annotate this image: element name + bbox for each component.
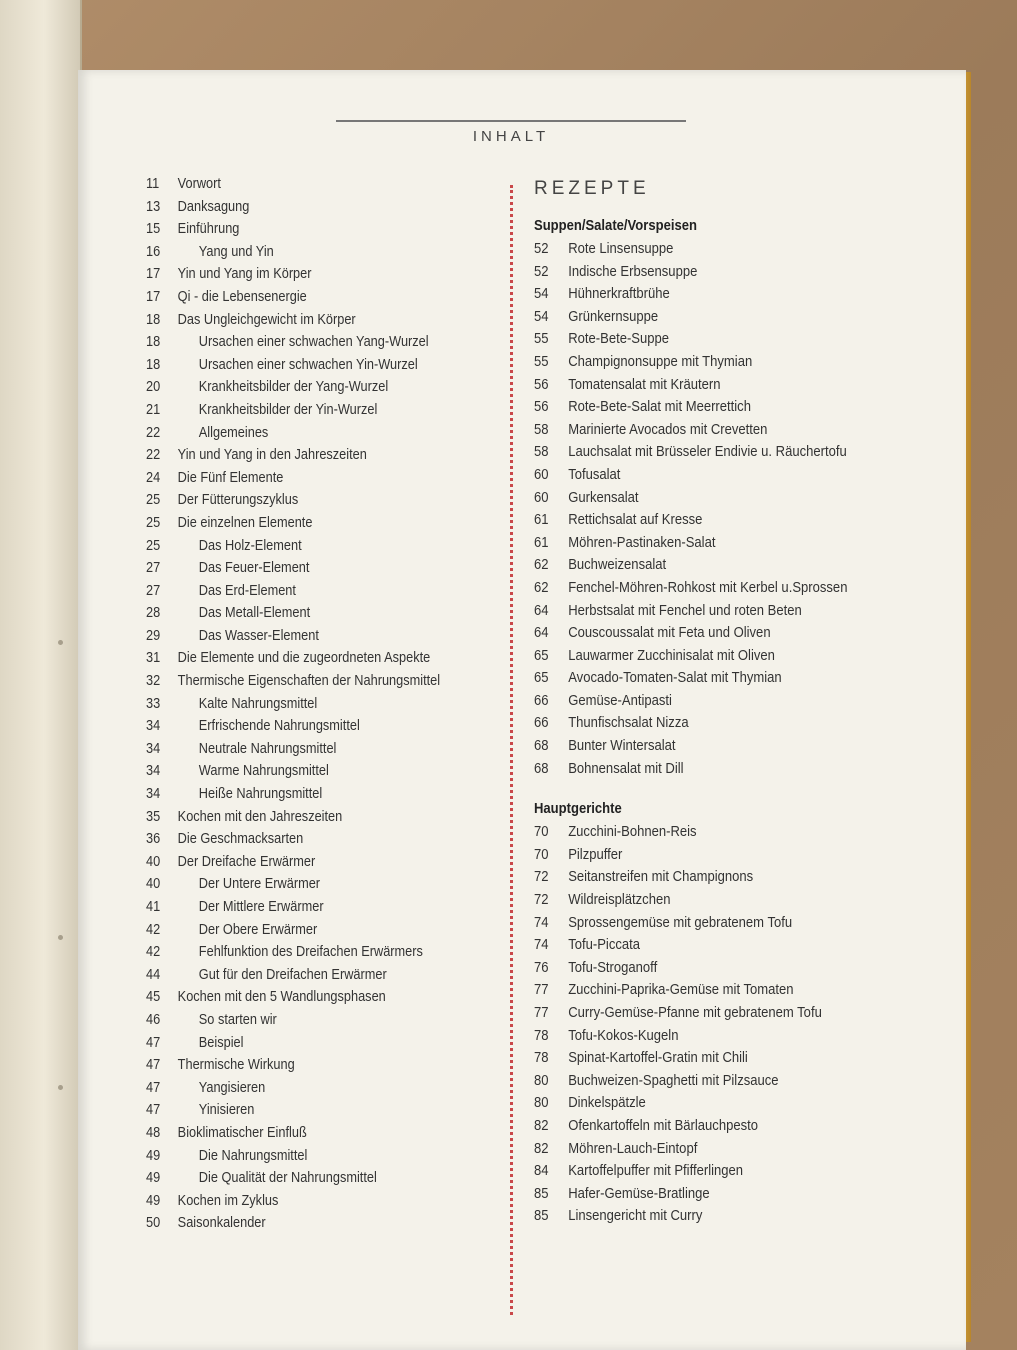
toc-page-number: 34 <box>146 763 161 780</box>
toc-page-number: 29 <box>146 627 161 644</box>
toc-page-number: 17 <box>146 288 161 305</box>
recipe-title: Buchweizensalat <box>568 557 667 574</box>
recipe-entry <box>534 241 912 264</box>
toc-entry-title: Yangisieren <box>198 1079 266 1096</box>
recipe-sections <box>534 218 954 1231</box>
recipe-title: Möhren-Pastinaken-Salat <box>568 534 716 551</box>
toc-entry-title: Kochen im Zyklus <box>177 1192 279 1209</box>
section-gap <box>534 783 954 801</box>
toc-entry <box>146 266 463 289</box>
toc-entry <box>146 1102 463 1125</box>
toc-entry-title: So starten wir <box>198 1011 277 1028</box>
recipe-entry <box>534 1118 912 1141</box>
header-rule <box>336 120 686 122</box>
toc-entry-title: Die Qualität der Nahrungsmittel <box>198 1170 377 1187</box>
toc-entry-title: Kalte Nahrungsmittel <box>198 695 318 712</box>
recipe-page-number: 61 <box>534 512 549 529</box>
recipe-title: Marinierte Avocados mit Crevetten <box>568 421 768 438</box>
toc-entry-title: Bioklimatischer Einfluß <box>177 1124 307 1141</box>
toc-page-number: 49 <box>146 1192 161 1209</box>
toc-entry <box>146 334 463 357</box>
toc-entry <box>146 763 463 786</box>
recipe-title: Hafer-Gemüse-Bratlinge <box>568 1185 710 1202</box>
toc-entry <box>146 786 463 809</box>
toc-page-number: 42 <box>146 921 161 938</box>
toc-page-number: 24 <box>146 469 161 486</box>
toc-entry-title: Krankheitsbilder der Yin-Wurzel <box>198 401 378 418</box>
recipe-page-number: 64 <box>534 625 549 642</box>
recipe-title: Kartoffelpuffer mit Pfifferlingen <box>568 1163 744 1180</box>
toc-entry-title: Qi - die Lebensenergie <box>177 288 307 305</box>
toc-entry <box>146 379 463 402</box>
toc-page-number: 34 <box>146 740 161 757</box>
recipe-entry <box>534 715 912 738</box>
recipe-title: Rote-Bete-Salat mit Meerrettich <box>568 399 751 416</box>
recipe-page-number: 52 <box>534 263 549 280</box>
toc-page-number: 17 <box>146 266 161 283</box>
toc-page-number: 18 <box>146 311 161 328</box>
recipe-page-number: 76 <box>534 959 549 976</box>
toc-entry-title: Yang und Yin <box>198 243 274 260</box>
toc-page-number: 25 <box>146 537 161 554</box>
recipe-page-number: 68 <box>534 738 549 755</box>
toc-page-number: 18 <box>146 356 161 373</box>
recipe-section-heading: Hauptgerichte <box>534 801 622 818</box>
toc-entry-title: Kochen mit den 5 Wandlungsphasen <box>177 989 386 1006</box>
recipe-entry <box>534 1095 912 1118</box>
toc-page-number: 25 <box>146 514 161 531</box>
toc-entry <box>146 854 463 877</box>
recipe-title: Sprossengemüse mit gebratenem Tofu <box>568 914 793 931</box>
recipe-page-number: 65 <box>534 647 549 664</box>
toc-entry <box>146 492 463 515</box>
toc-entry <box>146 176 463 199</box>
toc-entry <box>146 696 463 719</box>
recipe-page-number: 70 <box>534 846 549 863</box>
stain-mark <box>58 935 63 940</box>
recipe-entry <box>534 309 912 332</box>
recipe-title: Rote-Bete-Suppe <box>568 331 670 348</box>
recipe-entry <box>534 625 912 648</box>
toc-entry-title: Yinisieren <box>198 1102 255 1119</box>
toc-entry <box>146 1057 463 1080</box>
toc-entry <box>146 470 463 493</box>
recipe-title: Grünkernsuppe <box>568 308 659 325</box>
recipe-title: Tofu-Kokos-Kugeln <box>568 1027 679 1044</box>
toc-page-number: 25 <box>146 492 161 509</box>
toc-entry-title: Der Untere Erwärmer <box>198 876 321 893</box>
recipe-page-number: 54 <box>534 286 549 303</box>
recipe-entry <box>534 1186 912 1209</box>
toc-page-number: 27 <box>146 560 161 577</box>
toc-entry-title: Das Ungleichgewicht im Körper <box>177 311 356 328</box>
recipe-title: Herbstsalat mit Fenchel und roten Beten <box>568 602 802 619</box>
recipe-entry <box>534 467 912 490</box>
recipe-entry <box>534 422 912 445</box>
toc-page-number: 34 <box>146 718 161 735</box>
recipe-page-number: 60 <box>534 489 549 506</box>
recipe-entry <box>534 331 912 354</box>
recipe-page-number: 55 <box>534 353 549 370</box>
recipe-entry <box>534 738 912 761</box>
recipe-page-number: 61 <box>534 534 549 551</box>
recipe-entry <box>534 1163 912 1186</box>
toc-page-number: 40 <box>146 853 161 870</box>
toc-entry-title: Beispiel <box>198 1034 244 1051</box>
toc-entry <box>146 1125 463 1148</box>
recipe-page-number: 66 <box>534 715 549 732</box>
toc-entry <box>146 831 463 854</box>
page-title: INHALT <box>472 128 550 145</box>
recipe-title: Gemüse-Antipasti <box>568 692 672 709</box>
recipe-entry <box>534 693 912 716</box>
recipe-entry <box>534 960 912 983</box>
toc-entry-title: Die einzelnen Elemente <box>177 514 313 531</box>
toc-entry <box>146 967 463 990</box>
toc-entry <box>146 628 463 651</box>
recipe-title: Gurkensalat <box>568 489 639 506</box>
toc-entry-title: Ursachen einer schwachen Yang-Wurzel <box>198 334 429 351</box>
toc-entry <box>146 899 463 922</box>
toc-entry <box>146 1035 463 1058</box>
toc-entry-title: Thermische Eigenschaften der Nahrungsmittel <box>177 673 441 690</box>
recipe-entry <box>534 354 912 377</box>
recipe-title: Pilzpuffer <box>568 846 623 863</box>
toc-entry <box>146 989 463 1012</box>
recipe-title: Zucchini-Paprika-Gemüse mit Tomaten <box>568 982 794 999</box>
toc-page-number: 47 <box>146 1079 161 1096</box>
toc-entry <box>146 718 463 741</box>
toc-entry <box>146 876 463 899</box>
recipe-page-number: 65 <box>534 670 549 687</box>
recipe-title: Bohnensalat mit Dill <box>568 760 684 777</box>
toc-page-number: 33 <box>146 695 161 712</box>
recipe-title: Wildreisplätzchen <box>568 892 671 909</box>
recipe-page-number: 74 <box>534 914 549 931</box>
toc-entry-title: Kochen mit den Jahreszeiten <box>177 808 343 825</box>
recipe-entry <box>534 444 912 467</box>
column-divider <box>510 185 513 1315</box>
toc-entry-title: Yin und Yang im Körper <box>177 266 312 283</box>
recipe-page-number: 85 <box>534 1208 549 1225</box>
recipe-page-number: 80 <box>534 1072 549 1089</box>
recipe-page-number: 72 <box>534 892 549 909</box>
recipe-page-number: 74 <box>534 937 549 954</box>
toc-entry-title: Yin und Yang in den Jahreszeiten <box>177 447 367 464</box>
recipe-entry <box>534 580 912 603</box>
recipe-entry <box>534 399 912 422</box>
toc-entry-title: Die Elemente und die zugeordneten Aspekte <box>177 650 431 667</box>
recipe-page-number: 68 <box>534 760 549 777</box>
recipe-page-number: 62 <box>534 579 549 596</box>
toc-entry-title: Warme Nahrungsmittel <box>198 763 329 780</box>
toc-page-number: 47 <box>146 1034 161 1051</box>
recipe-title: Avocado-Tomaten-Salat mit Thymian <box>568 670 782 687</box>
toc-entry-title: Das Metall-Element <box>198 605 311 622</box>
recipe-title: Bunter Wintersalat <box>568 738 676 755</box>
toc-page-number: 11 <box>146 176 160 192</box>
recipes-contents <box>534 178 954 1231</box>
toc-page-number: 36 <box>146 831 161 848</box>
recipe-title: Buchweizen-Spaghetti mit Pilzsauce <box>568 1072 779 1089</box>
toc-entry-title: Heiße Nahrungsmittel <box>198 786 323 803</box>
toc-entry <box>146 673 463 696</box>
recipe-page-number: 70 <box>534 824 549 841</box>
toc-page-number: 45 <box>146 989 161 1006</box>
toc-entry-title: Die Fünf Elemente <box>177 469 284 486</box>
recipe-entry <box>534 603 912 626</box>
toc-page-number: 27 <box>146 582 161 599</box>
toc-entry-title: Der Fütterungszyklus <box>177 492 299 509</box>
toc-page-number: 22 <box>146 424 161 441</box>
toc-entry <box>146 402 463 425</box>
recipe-entry <box>534 847 912 870</box>
recipe-page-number: 66 <box>534 692 549 709</box>
recipe-title: Seitanstreifen mit Champignons <box>568 869 754 886</box>
toc-page-number: 49 <box>146 1170 161 1187</box>
recipe-entry <box>534 670 912 693</box>
recipe-title: Tomatensalat mit Kräutern <box>568 376 721 393</box>
toc-entry-title: Erfrischende Nahrungsmittel <box>198 718 360 735</box>
toc-entry <box>146 944 463 967</box>
toc-entry-title: Gut für den Dreifachen Erwärmer <box>198 966 387 983</box>
recipe-entry <box>534 937 912 960</box>
recipe-entry <box>534 869 912 892</box>
recipe-page-number: 58 <box>534 444 549 461</box>
toc-entry-title: Danksagung <box>177 198 250 215</box>
toc-entry <box>146 289 463 312</box>
recipe-title: Lauwarmer Zucchinisalat mit Oliven <box>568 647 775 664</box>
recipe-page-number: 54 <box>534 308 549 325</box>
toc-entry-title: Der Obere Erwärmer <box>198 921 318 938</box>
recipe-entry <box>534 892 912 915</box>
toc-page-number: 21 <box>146 401 161 418</box>
recipe-title: Tofu-Stroganoff <box>568 959 658 976</box>
recipe-page-number: 56 <box>534 376 549 393</box>
recipe-title: Hühnerkraftbrühe <box>568 286 670 303</box>
recipe-title: Ofenkartoffeln mit Bärlauchpesto <box>568 1117 759 1134</box>
toc-entry <box>146 1148 463 1171</box>
toc-entry-title: Der Dreifache Erwärmer <box>177 853 316 870</box>
toc-entry <box>146 1080 463 1103</box>
recipe-entry <box>534 1050 912 1073</box>
toc-page-number: 28 <box>146 605 161 622</box>
toc-entry-title: Krankheitsbilder der Yang-Wurzel <box>198 379 389 396</box>
toc-entry <box>146 1170 463 1193</box>
toc-entry-title: Das Erd-Element <box>198 582 296 599</box>
recipe-entry <box>534 1141 912 1164</box>
contents-page <box>78 70 966 1350</box>
recipe-entry <box>534 286 912 309</box>
toc-entry <box>146 244 463 267</box>
toc-entry <box>146 312 463 335</box>
toc-entry <box>146 605 463 628</box>
toc-entry-title: Ursachen einer schwachen Yin-Wurzel <box>198 356 418 373</box>
recipe-page-number: 82 <box>534 1140 549 1157</box>
toc-entry <box>146 538 463 561</box>
toc-entry <box>146 1193 463 1216</box>
recipe-entry <box>534 377 912 400</box>
toc-page-number: 44 <box>146 966 161 983</box>
recipe-title: Rote Linsensuppe <box>568 241 674 257</box>
recipe-entry <box>534 490 912 513</box>
recipe-title: Zucchini-Bohnen-Reis <box>568 824 697 841</box>
toc-entry-title: Das Feuer-Element <box>198 560 310 577</box>
toc-page-number: 22 <box>146 447 161 464</box>
recipe-title: Lauchsalat mit Brüsseler Endivie u. Räuchertofu <box>568 444 847 461</box>
recipe-entry <box>534 1073 912 1096</box>
toc-entry <box>146 741 463 764</box>
recipe-page-number: 80 <box>534 1095 549 1112</box>
toc-page-number: 35 <box>146 808 161 825</box>
toc-entry-title: Das Holz-Element <box>198 537 302 554</box>
recipe-title: Indische Erbsensuppe <box>568 263 698 280</box>
recipe-page-number: 78 <box>534 1027 549 1044</box>
recipe-section-heading: Suppen/Salate/Vorspeisen <box>534 218 697 234</box>
recipe-page-number: 56 <box>534 399 549 416</box>
toc-entry <box>146 357 463 380</box>
toc-page-number: 48 <box>146 1124 161 1141</box>
toc-entry-title: Fehlfunktion des Dreifachen Erwärmers <box>198 944 423 961</box>
recipe-title: Thunfischsalat Nizza <box>568 715 689 732</box>
toc-page-number: 50 <box>146 1215 161 1232</box>
toc-entry-title: Das Wasser-Element <box>198 627 319 644</box>
recipe-title: Dinkelspätzle <box>568 1095 646 1112</box>
toc-page-number: 47 <box>146 1057 161 1074</box>
recipe-title: Tofusalat <box>568 466 621 483</box>
recipe-title: Spinat-Kartoffel-Gratin mit Chili <box>568 1050 748 1067</box>
recipe-page-number: 55 <box>534 331 549 348</box>
toc-page-number: 20 <box>146 379 161 396</box>
toc-entry <box>146 221 463 244</box>
toc-entry <box>146 560 463 583</box>
recipe-title: Linsengericht mit Curry <box>568 1208 703 1225</box>
recipe-page-number: 58 <box>534 421 549 438</box>
recipe-page-number: 64 <box>534 602 549 619</box>
recipe-title: Rettichsalat auf Kresse <box>568 512 703 529</box>
recipe-entry <box>534 915 912 938</box>
recipe-entry <box>534 824 912 847</box>
toc-page-number: 47 <box>146 1102 161 1119</box>
recipe-title: Champignonsuppe mit Thymian <box>568 353 753 370</box>
toc-entry <box>146 1215 463 1238</box>
toc-entry-title: Thermische Wirkung <box>177 1057 295 1074</box>
recipe-entry <box>534 1028 912 1051</box>
recipe-page-number: 72 <box>534 869 549 886</box>
recipe-entry <box>534 1005 912 1028</box>
recipe-entry <box>534 982 912 1005</box>
recipe-title: Tofu-Piccata <box>568 937 641 954</box>
toc-entry <box>146 650 463 673</box>
toc-page-number: 41 <box>146 899 161 915</box>
toc-entry-title: Allgemeines <box>198 424 269 441</box>
facing-page-edge <box>0 0 82 1350</box>
recipe-entry <box>534 761 912 784</box>
toc-entry-title: Neutrale Nahrungsmittel <box>198 740 337 757</box>
toc-entry-title: Einführung <box>177 221 240 238</box>
recipe-entry <box>534 535 912 558</box>
recipes-title: REZEPTE <box>534 178 650 199</box>
toc-entry <box>146 425 463 448</box>
recipe-page-number: 77 <box>534 1005 549 1021</box>
toc-page-number: 32 <box>146 673 161 690</box>
toc-entry <box>146 922 463 945</box>
recipe-page-number: 60 <box>534 466 549 483</box>
toc-page-number: 15 <box>146 221 161 238</box>
stain-mark <box>58 640 63 645</box>
recipe-title: Fenchel-Möhren-Rohkost mit Kerbel u.Sprossen <box>568 579 848 596</box>
recipe-entry <box>534 264 912 287</box>
toc-entry-title: Der Mittlere Erwärmer <box>198 899 324 915</box>
recipe-page-number: 77 <box>534 982 549 999</box>
recipe-title: Couscoussalat mit Feta und Oliven <box>568 625 771 642</box>
toc-page-number: 40 <box>146 876 161 893</box>
toc-entry-title: Saisonkalender <box>177 1215 266 1232</box>
toc-page-number: 49 <box>146 1147 161 1164</box>
recipe-entry <box>534 1208 912 1231</box>
stain-mark <box>58 1085 63 1090</box>
toc-page-number: 13 <box>146 198 161 215</box>
recipe-entry <box>534 512 912 535</box>
toc-entry <box>146 1012 463 1035</box>
recipe-page-number: 52 <box>534 241 549 257</box>
general-contents-list <box>146 176 506 1238</box>
recipe-page-number: 62 <box>534 557 549 574</box>
toc-entry <box>146 583 463 606</box>
recipe-page-number: 82 <box>534 1117 549 1134</box>
toc-page-number: 31 <box>146 650 161 667</box>
toc-entry-title: Vorwort <box>177 176 221 192</box>
recipe-title: Möhren-Lauch-Eintopf <box>568 1140 698 1157</box>
toc-entry-title: Die Geschmacksarten <box>177 831 304 848</box>
recipe-page-number: 85 <box>534 1185 549 1202</box>
toc-page-number: 34 <box>146 786 161 803</box>
toc-page-number: 46 <box>146 1011 161 1028</box>
toc-page-number: 42 <box>146 944 161 961</box>
recipe-title: Curry-Gemüse-Pfanne mit gebratenem Tofu <box>568 1005 822 1021</box>
recipe-entry <box>534 557 912 580</box>
recipe-entry <box>534 648 912 671</box>
recipe-page-number: 84 <box>534 1163 549 1180</box>
toc-page-number: 18 <box>146 334 161 351</box>
toc-entry <box>146 515 463 538</box>
toc-page-number: 16 <box>146 243 161 260</box>
recipe-page-number: 78 <box>534 1050 549 1067</box>
toc-entry-title: Die Nahrungsmittel <box>198 1147 308 1164</box>
toc-entry <box>146 199 463 222</box>
toc-entry <box>146 809 463 832</box>
toc-entry <box>146 447 463 470</box>
